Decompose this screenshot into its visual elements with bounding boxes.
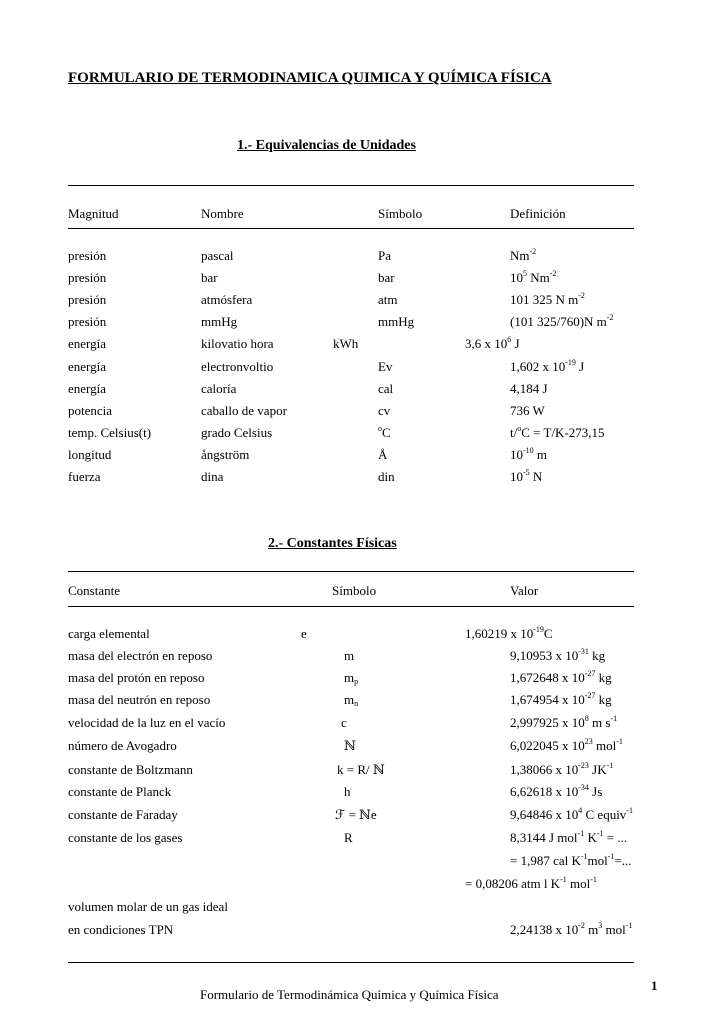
constants-row-9-symbol: R	[344, 830, 353, 845]
constants-row-10-value: = 1,987 cal $K^{-1}mol^{-1}=$...	[510, 852, 632, 868]
constants-row-2-value: 1,672648 x $10^{-27}$ kg	[510, 669, 612, 685]
units-row-0-definition: $Nm^{-2}$	[510, 247, 537, 263]
page-title: FORMULARIO DE TERMODINAMICA QUIMICA Y QUÍMICA FÍSICA	[68, 70, 552, 86]
units-row-3-symbol: mmHg	[378, 314, 415, 329]
constants-row-6-value: 1,38066 x $10^{-23}$ $JK^{-1}$	[510, 761, 614, 777]
constants-row-2-symbol: $m_p$	[344, 670, 359, 686]
units-row-4-definition: 3,6 x $10^6$ J	[465, 335, 520, 351]
units-row-0-name: pascal	[201, 248, 234, 263]
constants-row-12-constant: volumen molar de un gas ideal	[68, 899, 228, 914]
constants-row-13-constant: en condiciones TPN	[68, 922, 174, 937]
table-1-top-rule	[68, 185, 634, 186]
constants-row-0-value: 1,60219 x $10^{-19}C$	[465, 625, 553, 641]
constants-row-3-constant: masa del neutrón en reposo	[68, 692, 211, 707]
units-row-5-magnitude: energía	[68, 359, 107, 374]
units-row-8-symbol: $^o$C	[378, 424, 391, 440]
header-value: Valor	[510, 583, 539, 598]
header-definition: Definición	[510, 206, 566, 221]
units-row-1-name: bar	[201, 270, 218, 285]
constants-row-5-constant: número de Avogadro	[68, 738, 177, 753]
constants-row-8-symbol: ℱ = ℕe	[335, 807, 377, 822]
constants-row-0-constant: carga elemental	[68, 626, 150, 641]
units-row-8-magnitude: temp. Celsius(t)	[68, 425, 152, 440]
table-2-top-rule	[68, 571, 634, 572]
units-row-5-name: electronvoltio	[201, 359, 274, 374]
units-row-4-symbol: kWh	[333, 336, 359, 351]
constants-row-8-constant: constante de Faraday	[68, 807, 178, 822]
units-row-7-symbol: cv	[378, 403, 391, 418]
constants-row-6-symbol: k = R/ ℕ	[337, 762, 385, 777]
constants-row-8-value: 9,64846 x $10^4$ C equiv$^{-1}$	[510, 806, 633, 822]
units-row-1-symbol: bar	[378, 270, 395, 285]
constants-row-1-value: 9,10953 x $10^{-31}$ kg	[510, 647, 606, 663]
units-row-7-magnitude: potencia	[68, 403, 113, 418]
units-row-5-symbol: Ev	[378, 359, 393, 374]
constants-row-5-value: 6,022045 x $10^{23}$ mol$^{-1}$	[510, 737, 623, 753]
constants-row-0-symbol: e	[301, 626, 307, 641]
units-row-10-definition: $10^{-5}$ N	[510, 468, 543, 484]
header-name: Nombre	[201, 206, 244, 221]
units-row-6-symbol: cal	[378, 381, 394, 396]
units-row-2-name: atmósfera	[201, 292, 253, 307]
units-row-5-definition: 1,602 x $10^{-19}$ J	[510, 358, 585, 374]
table-1-header-rule	[68, 228, 634, 229]
units-row-4-name: kilovatio hora	[201, 336, 274, 351]
section-1-title: 1.- Equivalencias de Unidades	[237, 138, 416, 153]
constants-row-5-symbol: ℕ	[344, 738, 356, 753]
units-row-9-symbol: Å	[378, 447, 388, 462]
footer-text: Formulario de Termodinámica Química y Química Física	[200, 987, 499, 1002]
units-row-7-definition: 736 W	[510, 403, 545, 418]
units-row-6-magnitude: energía	[68, 381, 107, 396]
page-number: 1	[651, 978, 658, 993]
constants-row-7-value: 6,62618 x $10^{-34}$ Js	[510, 783, 603, 799]
units-row-2-symbol: atm	[378, 292, 398, 307]
units-row-8-name: grado Celsius	[201, 425, 273, 440]
table-2-header-rule	[68, 606, 634, 607]
constants-row-13-value: 2,24138 x $10^{-2}$ $m^3$ mol$^{-1}$	[510, 921, 633, 937]
units-row-2-magnitude: presión	[68, 292, 107, 307]
units-row-10-symbol: din	[378, 469, 395, 484]
units-row-0-symbol: Pa	[378, 248, 391, 263]
units-row-9-magnitude: longitud	[68, 447, 112, 462]
header-magnitude: Magnitud	[68, 206, 119, 221]
constants-row-6-constant: constante de Boltzmann	[68, 762, 193, 777]
units-row-9-definition: $10^{-10}$ m	[510, 446, 548, 462]
constants-row-7-symbol: h	[344, 784, 351, 799]
header-constant: Constante	[68, 583, 120, 598]
section-2-title: 2.- Constantes Físicas	[268, 536, 397, 551]
constants-row-4-value: 2,997925 x $10^8$ m $s^{-1}$	[510, 714, 618, 730]
units-row-1-definition: $10^5$ $Nm^{-2}$	[510, 269, 557, 285]
units-row-2-definition: 101 325 N $m^{-2}$	[510, 291, 585, 307]
constants-row-7-constant: constante de Planck	[68, 784, 172, 799]
units-row-10-magnitude: fuerza	[68, 469, 101, 484]
header-symbol-2: Símbolo	[332, 583, 377, 598]
units-row-1-magnitude: presión	[68, 270, 107, 285]
units-row-0-magnitude: presión	[68, 248, 107, 263]
units-row-10-name: dina	[201, 469, 224, 484]
units-row-7-name: caballo de vapor	[201, 403, 287, 418]
header-symbol: Símbolo	[378, 206, 423, 221]
units-row-4-magnitude: energía	[68, 336, 107, 351]
constants-row-2-constant: masa del protón en reposo	[68, 670, 205, 685]
constants-row-9-constant: constante de los gases	[68, 830, 183, 845]
constants-row-1-constant: masa del electrón en reposo	[68, 648, 213, 663]
units-row-3-name: mmHg	[201, 314, 238, 329]
constants-row-3-value: 1,674954 x $10^{-27}$ kg	[510, 691, 612, 707]
constants-row-4-constant: velocidad de la luz en el vacío	[68, 715, 226, 730]
constants-row-1-symbol: m	[344, 648, 355, 663]
units-row-6-definition: 4,184 J	[510, 381, 548, 396]
units-row-8-definition: t/$^o$C = T/K-273,15	[510, 424, 605, 440]
constants-row-3-symbol: $m_n$	[344, 692, 359, 708]
constants-row-4-symbol: c	[341, 715, 347, 730]
units-row-9-name: ångström	[201, 447, 250, 462]
constants-row-9-value: 8,3144 J mol$^{-1}$ $K^{-1}$ = ...	[510, 829, 628, 845]
units-row-3-magnitude: presión	[68, 314, 107, 329]
footer-rule	[68, 962, 634, 963]
units-row-6-name: caloría	[201, 381, 237, 396]
constants-row-11-value: = 0,08206 atm l $K^{-1}$ mol$^{-1}$	[465, 875, 597, 891]
units-row-3-definition: (101 325/760)N $m^{-2}$	[510, 313, 614, 329]
